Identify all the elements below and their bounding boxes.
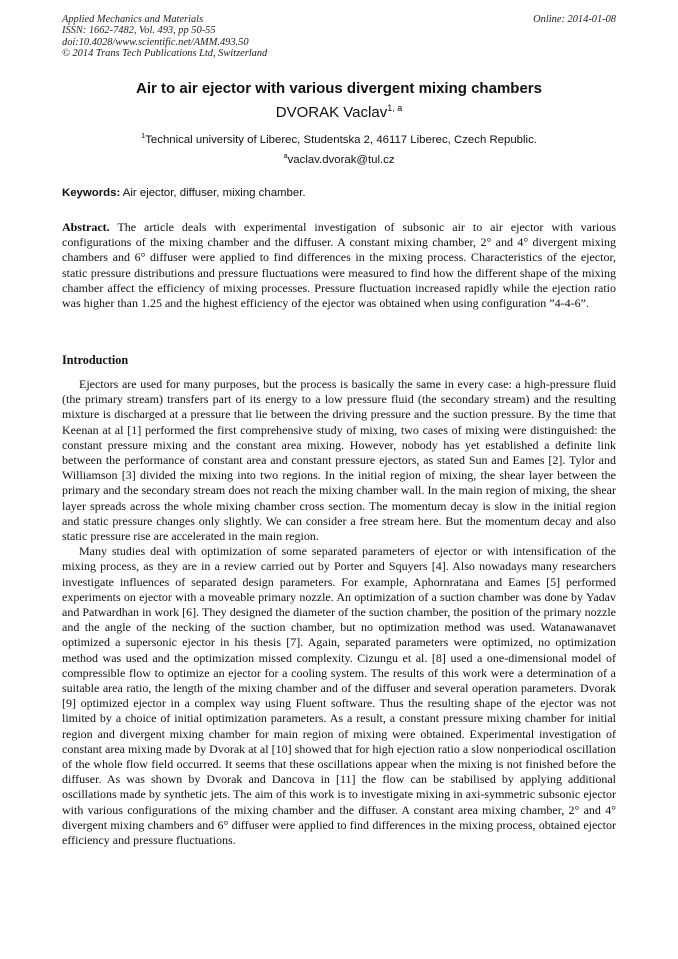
body-paragraph: Ejectors are used for many purposes, but the process is basically the same in every case: a high-pressure fluid (the primary stream) transfers part of its energy to a low pressure fluid (the secondary stream) and the resulting mixture is discharged at a pressure that lie between the driving pressure and the suction pressure. By the time that Keenan at al [1] performed the first comprehensive study of mixing, two cases of mixing were distinguished: the constant pressure mixing and the constant area mixing. However, nobody has yet established a definite link between the performance of constant area and constant pressure ejectors, as stated Sun and Eames [2]. Tylor and Williamson [3] divided the mixing into two regions. In the initial region of mixing, the shear layer between the primary and the secondary stream does not reach the mixing chamber wall. In the main region of mixing, the shear layer spreads across the whole mixing chamber cross section. The momentum decay is slow in the initial region and static pressure changes only slightly. We can consider a free stream here. But the momentum decay and also static pressure rise are accelerated in the main region. [62, 377, 616, 544]
keywords-text: Air ejector, diffuser, mixing chamber. [120, 187, 306, 199]
author-superscript: 1, a [387, 103, 403, 113]
journal-header [62, 14, 616, 60]
doi-line: doi:10.4028/www.scientific.net/AMM.493.50 [62, 36, 249, 48]
abstract-text: The article deals with experimental investigation of subsonic air to air ejector with various configurations of the mixing chamber and the diffuser. A constant mixing chamber, 2° and 4° divergent mixing chambers and 6° diffuser were applied to find differences in the mixing process. Characteristics of the ejector, static pressure distributions and pressure fluctuations were measured to find how the different shape of the mixing chamber affect the efficiency of mixing processes. Pressure fluctuation increased rapidly while the ejection ratio was higher than 1.25 and the highest efficiency of the ejector was obtained when using configuration ”4-4-6”. [62, 220, 616, 311]
journal-name: Applied Mechanics and Materials [62, 14, 204, 25]
keywords-label: Keywords: [62, 187, 121, 199]
abstract-label: Abstract. [62, 220, 110, 234]
email-line [62, 151, 616, 166]
affiliation-superscript: 1 [141, 131, 146, 140]
copyright-line: © 2014 Trans Tech Publications Ltd, Switzerland [62, 48, 268, 60]
affiliation-text: Technical university of Liberec, Studentska 2, 46117 Liberec, Czech Republic. [145, 133, 537, 146]
keywords [62, 187, 616, 199]
email-superscript: a [283, 151, 288, 160]
paper-title: Air to air ejector with various divergent mixing chambers [136, 80, 542, 97]
issn-line: ISSN: 1662-7482, Vol. 493, pp 50-55 [62, 25, 216, 37]
body-paragraph: Many studies deal with optimization of some separated parameters of ejector or with intensification of the mixing process, as they are in a review carried out by Porter and Squyers [4]. Also nowadays many researchers investigate influences of separated design parameters. For example, Aphornratana and Eames [5] performed experiments on ejector with a moveable primary nozzle. An optimization of a suction chamber was done by Yadav and Patwardhan in work [6]. They designed the diameter of the suction chamber, the position of the primary nozzle and the angle of the necking of the suction chamber, but no optimization method was used. Watanawanavet optimized a supersonic ejector in his thesis [7]. Again, separated parameters were optimized, no optimization method was used and the optimization missed complexity. Cizungu et al. [8] used a one-dimensional model of compressible flow to optimize an ejector for a cooling system. The results of this work were a determination of a suitable area ratio, the length of the mixing chamber and of the diffuser and several operation parameters. Dvorak [9] optimized ejector in a complex way using Fluent software. Thus the resulting shape of the ejector was not limited by a choice of initial optimization parameters. As a result, a constant pressure mixing chamber for initial region and divergent mixing chamber for main region of mixing were obtained. Experimental investigation of constant area mixing made by Dvorak at al [10] showed that for high ejection ratio a slow nonperiodical oscillation of the whole flow field occurred. It seems that these oscillations appear when the mixing is not finished before the diffuser. As was shown by Dvorak and Dancova in [11] the flow can be stabilised by applying additional oscillations made by synthetic jets. The aim of this work is to investigate mixing in axi-symmetric subsonic ejector with various configurations of the mixing chamber and the diffuser. A constant area mixing chamber, 2° and 4° divergent mixing chambers and 6° diffuser were applied to find differences in the mixing process, obtained ejector efficiency and pressure fluctuations. [62, 544, 616, 848]
email-address[interactable]: vaclav.dvorak@tul.cz [287, 153, 395, 166]
affiliation [62, 131, 616, 146]
author-name: DVORAK Vaclav [275, 104, 388, 121]
author-line [62, 103, 616, 121]
abstract [62, 220, 616, 311]
online-date: Online: 2014-01-08 [533, 14, 616, 25]
section-heading-introduction: Introduction [62, 353, 129, 367]
introduction-body [62, 377, 616, 848]
